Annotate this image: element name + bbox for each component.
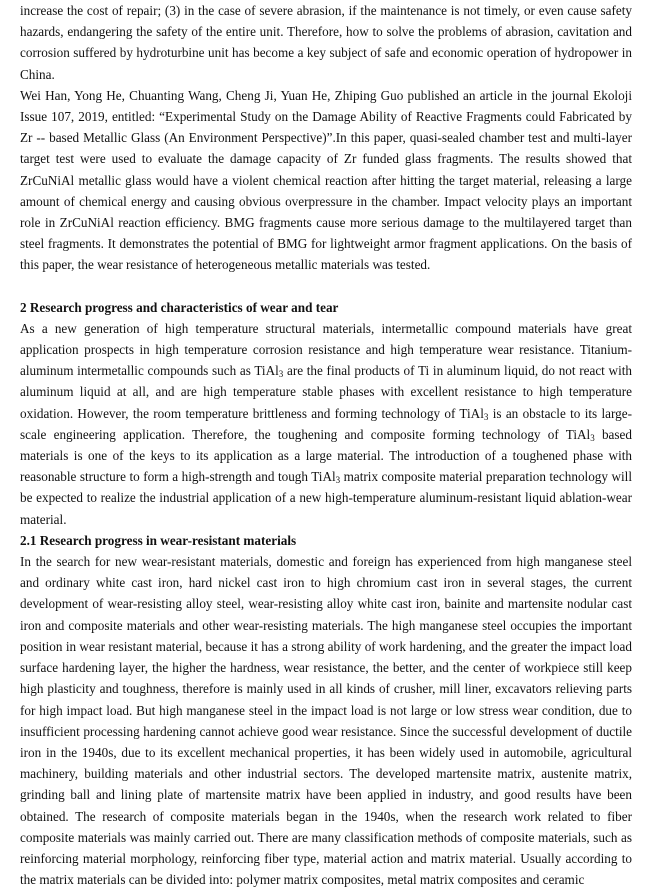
subscript-3: 3 <box>278 369 284 380</box>
section-2-text-5: matrix composite material preparation technology will be expected to realize the industrial application of a new high-temperature aluminum-resistant liquid ablation-wear material. <box>20 469 632 527</box>
section-2-1-heading: 2.1 Research progress in wear-resistant materials <box>20 532 297 548</box>
section-2-paragraph <box>20 318 632 530</box>
paragraph-gap <box>20 276 632 297</box>
subscript-3: 3 <box>483 411 489 422</box>
subscript-3: 3 <box>590 432 595 443</box>
subscript-3: 3 <box>335 475 341 486</box>
intro-tail-paragraph: increase the cost of repair; (3) in the case of severe abrasion, if the maintenance is not timely, or even cause safety hazards, endangering the safety of the entire unit. Therefore, how to solve the problems of abrasion, cavitation and corrosion suffered by hydroturbine unit has become a key subject of safe and economic operation of hydropower in China. <box>20 3 632 82</box>
wei-han-paragraph: Wei Han, Yong He, Chuanting Wang, Cheng Ji, Yuan He, Zhiping Guo published an article in the journal Ekoloji Issue 107, 2019, entitled: “Experimental Study on the Damage Ability of Reactive Fragments could Fabricated by Zr -- based Metallic Glass (An Environment Perspective)”.In this paper, quasi-sealed chamber test and multi-layer target test were used to evaluate the damage capacity of Zr funded glass fragments. The results showed that ZrCuNiAl metallic glass would have a violent chemical reaction after hitting the target material, releasing a large amount of chemical energy and causing obvious overpressure in the chamber. Impact velocity plays an important role in ZrCuNiAl reaction efficiency. BMG fragments cause more serious damage to the multilayered target than steel fragments. It demonstrates the potential of BMG for lightweight armor fragment applications. On the basis of this paper, the wear resistance of heterogeneous metallic materials was tested. <box>20 87 632 273</box>
section-2-text-1: As a new generation of high temperature structural materials, intermetallic compound materials have great application prospects in high temperature corrosion resistance and high temperature wear resistance. Titanium-aluminum intermetallic compounds such as TiAl <box>20 320 632 379</box>
document-page <box>20 0 632 890</box>
section-2-text-3: is an obstacle to its large-scale engineering application. Therefore, the toughening and composite forming technology of TiAl <box>20 405 632 442</box>
section-2-text-4: based materials is one of the keys to its application as a large material. The introduction of a toughened phase with reasonable structure to form a high-strength and tough TiAl <box>20 426 632 485</box>
section-2-heading: 2 Research progress and characteristics of wear and tear <box>20 299 339 315</box>
section-2-text-2: are the final products of Ti in aluminum liquid, do not react with aluminum liquid at all, and are high temperature stable phases with excellent resistance to high temperature oxidation. However, the room temperature brittleness and forming technology of TiAl <box>20 363 632 421</box>
section-2-1-paragraph: In the search for new wear-resistant materials, domestic and foreign has experienced from high manganese steel and ordinary white cast iron, hard nickel cast iron to high chromium cast iron in several stages, the current development of wear-resisting alloy steel, wear-resisting alloy white cast iron, bainite and martensite nodular cast iron and composite materials and other wear-resisting materials. The high manganese steel occupies the important position in wear resistant material, because it has a strong ability of work hardening, and the greater the impact load surface hardening layer, the higher the hardness, wear resistance, the better, and the center of workpiece still keep high plasticity and toughness, therefore is mainly used in all kinds of crusher, mill liner, excavators relieving parts for high impact load. But high manganese steel in the impact load is not large or low stress wear condition, due to insufficient processing hardening cannot achieve good wear resistance. Since the successful development of ductile iron in the 1940s, due to its excellent mechanical properties, it has been widely used in automobile, agricultural machinery, building materials and other industrial sectors. The developed martensite matrix, austenite matrix, grinding ball and lining plate of martensite matrix have been applied in industry, and good results have been obtained. The research of composite materials began in the 1940s, when the research work related to fiber composite materials was mainly carried out. There are many classification methods of composite materials, such as reinforcing material morphology, reinforcing fiber type, material action and matrix material. Usually according to the matrix materials can be divided into: polymer matrix composites, metal matrix composites and ceramic <box>20 554 632 888</box>
